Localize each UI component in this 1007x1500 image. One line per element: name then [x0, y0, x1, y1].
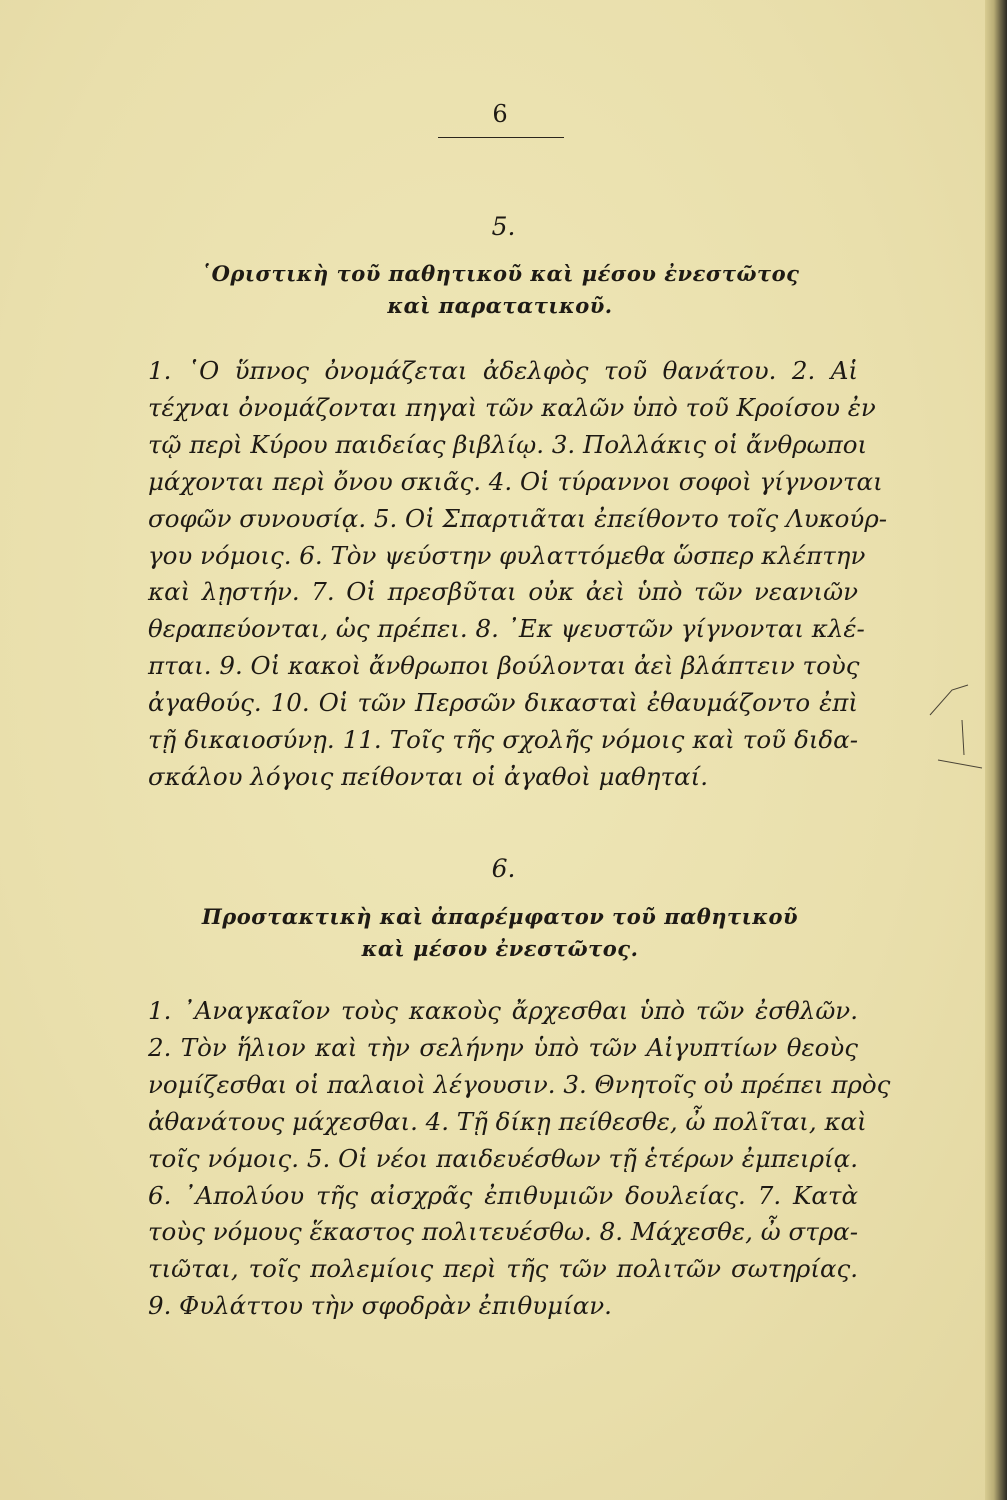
text-line: τιῶται, τοῖς πολεμίοις περὶ τῆς τῶν πολιτῶν σωτηρίας.	[148, 1254, 858, 1284]
text-line: ἀθανάτους μάχεσθαι. 4. Τῇ δίκῃ πείθεσθε, ὦ πολῖται, καὶ	[148, 1106, 867, 1136]
section-6-heading-line: καὶ μέσου ἐνεστῶτος.	[361, 936, 639, 961]
text-line: μάχονται περὶ ὄνου σκιᾶς. 4. Οἱ τύραννοι σοφοὶ γίγνονται	[148, 466, 883, 496]
text-line: τῇ δικαιοσύνῃ. 11. Τοῖς τῆς σχολῆς νόμοις καὶ τοῦ διδα-	[148, 725, 858, 755]
text-line: πται. 9. Οἱ κακοὶ ἄνθρωποι βούλονται ἀεὶ βλάπτειν τοὺς	[148, 651, 860, 681]
text-line: θεραπεύονται, ὡς πρέπει. 8. ᾿Εκ ψευστῶν γίγνονται κλέ-	[148, 614, 865, 644]
page-number-rule	[438, 137, 564, 138]
text-line: σκάλου λόγοις πείθονται οἱ ἀγαθοὶ μαθηταί.	[148, 761, 708, 791]
section-5-heading-line: καὶ παρατατικοῦ.	[387, 293, 613, 318]
section-5-heading-line: ῾Οριστικὴ τοῦ παθητικοῦ καὶ μέσου ἐνεστῶτος	[200, 261, 800, 286]
text-line: καὶ λῃστήν. 7. Οἱ πρεσβῦται οὐκ ἀεὶ ὑπὸ τῶν νεανιῶν	[148, 577, 858, 607]
text-line: 9. Φυλάττου τὴν σφοδρὰν ἐπιθυμίαν.	[148, 1291, 612, 1321]
text-line: τοῖς νόμοις. 5. Οἱ νέοι παιδευέσθων τῇ ἑτέρων ἐμπειρίᾳ.	[148, 1143, 858, 1173]
section-6-number: 6.	[491, 854, 516, 883]
section-5-number: 5.	[491, 212, 516, 241]
section-5-exercises	[148, 353, 887, 796]
text-line: ἀγαθούς. 10. Οἱ τῶν Περσῶν δικασταὶ ἐθαυμάζοντο ἐπὶ	[148, 688, 858, 718]
text-line: τῷ περὶ Κύρου παιδείας βιβλίῳ. 3. Πολλάκις οἱ ἄνθρωποι	[148, 429, 868, 459]
section-6-exercises	[148, 993, 891, 1325]
text-line: σοφῶν συνουσίᾳ. 5. Οἱ Σπαρτιᾶται ἐπείθοντο τοῖς Λυκούρ-	[148, 503, 887, 533]
text-line: 6. ᾿Απολύου τῆς αἰσχρᾶς ἐπιθυμιῶν δουλείας. 7. Κατὰ	[148, 1180, 858, 1210]
text-line: 1. ῾Ο ὕπνος ὀνομάζεται ἀδελφὸς τοῦ θανάτου. 2. Αἱ	[148, 356, 858, 385]
text-line: 1. ᾿Αναγκαῖον τοὺς κακοὺς ἄρχεσθαι ὑπὸ τῶν ἐσθλῶν.	[148, 996, 858, 1025]
text-line: τοὺς νόμους ἕκαστος πολιτευέσθω. 8. Μάχεσθε, ὦ στρα-	[148, 1217, 858, 1247]
text-line: γου νόμοις. 6. Τὸν ψεύστην φυλαττόμεθα ὥσπερ κλέπτην	[148, 540, 866, 570]
section-6-heading	[150, 901, 850, 965]
text-line: 2. Τὸν ἥλιον καὶ τὴν σελήνην ὑπὸ τῶν Αἰγυπτίων θεοὺς	[148, 1032, 858, 1062]
text-line: νομίζεσθαι οἱ παλαιοὶ λέγουσιν. 3. Θνητοῖς οὐ πρέπει πρὸς	[148, 1069, 891, 1099]
page-number: 6	[492, 100, 508, 128]
text-line: τέχναι ὀνομάζονται πηγαὶ τῶν καλῶν ὑπὸ τοῦ Κροίσου ἐν	[148, 392, 876, 422]
margin-pencil-mark	[900, 660, 1000, 780]
section-6-heading-line: Προστακτικὴ καὶ ἀπαρέμφατον τοῦ παθητικοῦ	[201, 904, 799, 929]
section-5-heading	[150, 258, 850, 322]
